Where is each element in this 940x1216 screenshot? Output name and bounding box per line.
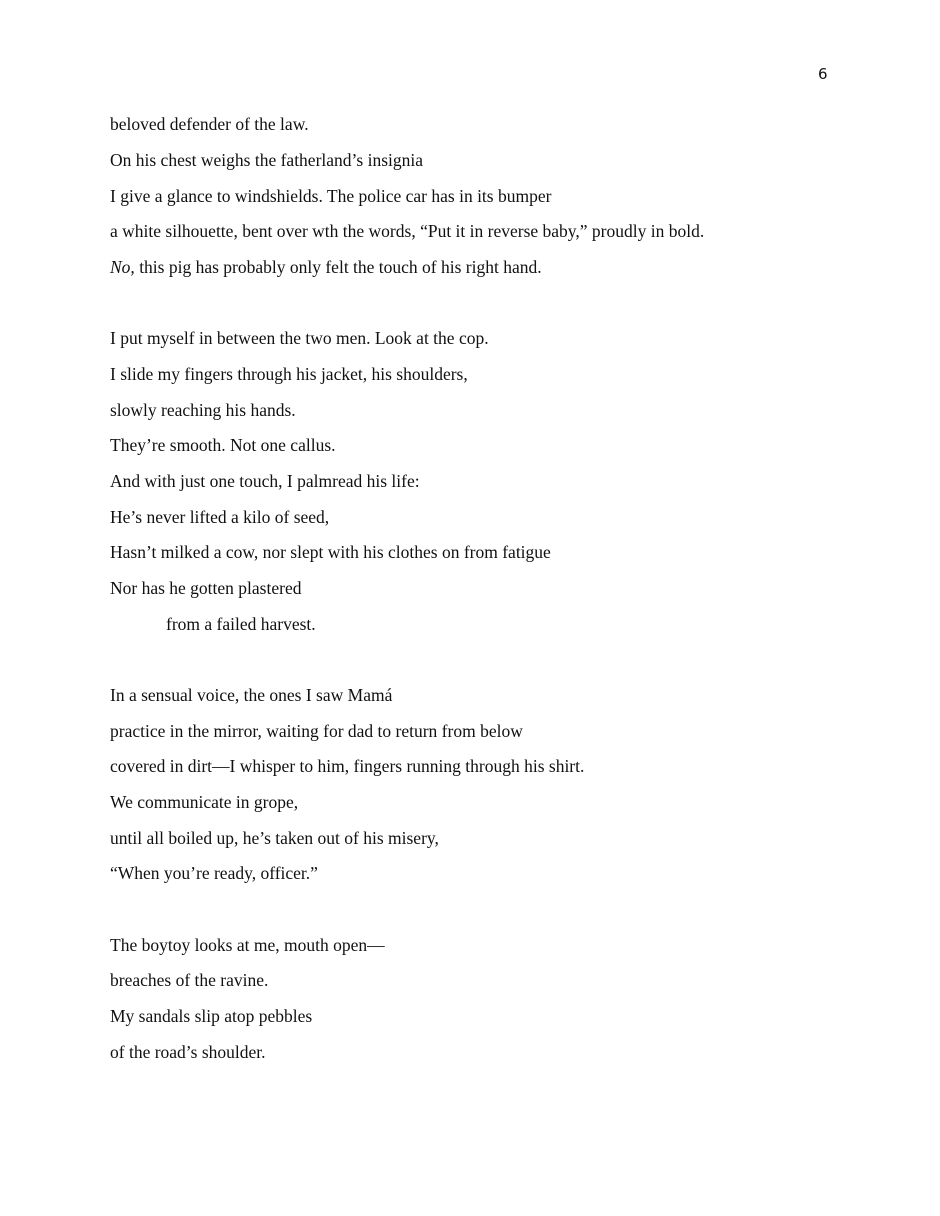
- poem-line: until all boiled up, he’s taken out of his misery,: [110, 828, 439, 848]
- poem-line: They’re smooth. Not one callus.: [110, 435, 336, 455]
- poem-line: [110, 256, 542, 278]
- poem-line: We communicate in grope,: [110, 792, 299, 812]
- poem-line: a white silhouette, bent over wth the words, “Put it in reverse baby,” proudly in bold.: [110, 221, 705, 241]
- poem-line: The boytoy looks at me, mouth open—: [110, 935, 385, 955]
- poem-line: slowly reaching his hands.: [110, 400, 296, 420]
- line-text: this pig has probably only felt the touch of his right hand.: [134, 257, 542, 277]
- poem-line: I give a glance to windshields. The police car has in its bumper: [110, 186, 552, 206]
- poem-line: On his chest weighs the fatherland’s insignia: [110, 150, 423, 170]
- page-number: 6: [818, 65, 828, 83]
- poem-line: covered in dirt—I whisper to him, fingers running through his shirt.: [110, 756, 585, 776]
- poem-line-indented: from a failed harvest.: [166, 614, 316, 634]
- poem-line: And with just one touch, I palmread his life:: [110, 471, 420, 491]
- poem-line: beloved defender of the law.: [110, 114, 309, 134]
- italic-word: No,: [110, 257, 135, 277]
- poem-line: Hasn’t milked a cow, nor slept with his clothes on from fatigue: [110, 542, 551, 562]
- poem-line: breaches of the ravine.: [110, 970, 269, 990]
- poem-line: of the road’s shoulder.: [110, 1042, 266, 1062]
- poem-line: I slide my fingers through his jacket, his shoulders,: [110, 364, 468, 384]
- poem-line: In a sensual voice, the ones I saw Mamá: [110, 685, 393, 705]
- poem-line: Nor has he gotten plastered: [110, 578, 302, 598]
- poem-line: practice in the mirror, waiting for dad to return from below: [110, 721, 523, 741]
- poem-line: “When you’re ready, officer.”: [110, 863, 318, 883]
- poem-line: I put myself in between the two men. Look at the cop.: [110, 328, 489, 348]
- poem-line: He’s never lifted a kilo of seed,: [110, 507, 330, 527]
- poem-line: My sandals slip atop pebbles: [110, 1006, 313, 1026]
